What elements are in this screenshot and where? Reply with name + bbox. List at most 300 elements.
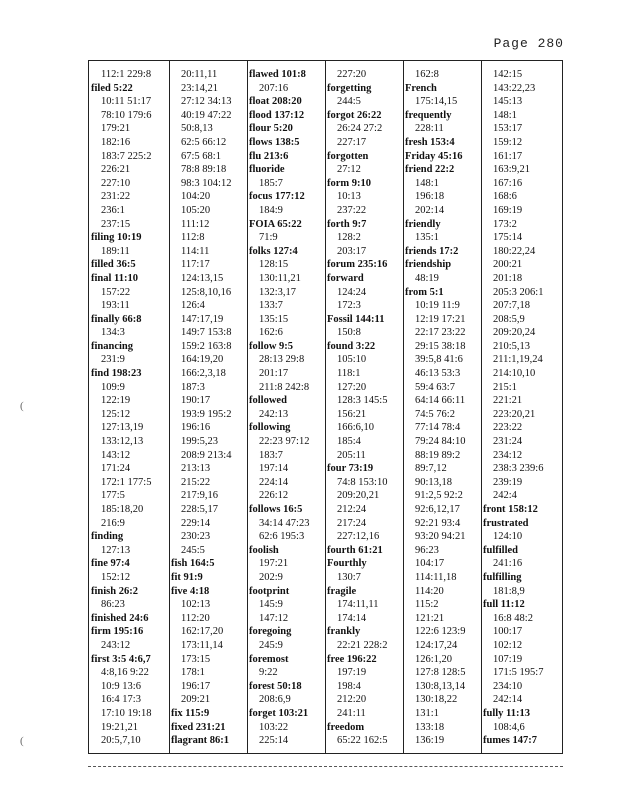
index-heading: flour 5:20 <box>249 123 293 135</box>
index-reference: 148:1 <box>493 109 517 121</box>
index-reference: 62:6 195:3 <box>259 531 305 543</box>
index-reference: 159:12 <box>493 136 523 148</box>
index-heading: fixed 231:21 <box>171 721 226 733</box>
index-reference: 40:19 47:22 <box>181 109 232 121</box>
index-heading: full 11:12 <box>483 599 525 611</box>
index-reference: 77:14 78:4 <box>415 422 461 434</box>
index-reference: 67:5 68:1 <box>181 150 221 162</box>
index-reference: 216:9 <box>101 517 125 529</box>
index-reference: 152:12 <box>101 571 131 583</box>
page-number: Page 280 <box>493 36 564 51</box>
index-reference: 127:13,19 <box>101 422 144 434</box>
index-reference: 128:3 145:5 <box>337 395 388 407</box>
index-reference: 209:20,21 <box>337 490 380 502</box>
index-reference: 78:8 89:18 <box>181 164 227 176</box>
index-column-5 <box>403 68 481 753</box>
index-reference: 198:4 <box>337 680 361 692</box>
index-heading: fish 164:5 <box>171 558 215 570</box>
index-heading: filled 36:5 <box>91 259 136 271</box>
index-reference: 156:21 <box>337 408 367 420</box>
index-heading: follow 9:5 <box>249 340 294 352</box>
index-reference: 10:11 51:17 <box>101 96 152 108</box>
index-heading: fumes 147:7 <box>483 735 537 747</box>
index-heading: footprint <box>249 585 290 597</box>
index-reference: 241:16 <box>493 558 523 570</box>
index-heading: flu 213:6 <box>249 150 289 162</box>
index-reference: 184:9 <box>259 204 283 216</box>
index-reference: 193:9 195:2 <box>181 408 232 420</box>
index-reference: 135:15 <box>259 313 289 325</box>
index-reference: 128:15 <box>259 259 289 271</box>
index-reference: 197:14 <box>259 463 289 475</box>
index-reference: 132:3,17 <box>259 286 297 298</box>
index-reference: 48:19 <box>415 272 439 284</box>
index-heading: free 196:22 <box>327 653 377 665</box>
index-reference: 143:22,23 <box>493 82 536 94</box>
index-reference: 200:21 <box>493 259 523 271</box>
index-reference: 242:14 <box>493 694 523 706</box>
index-reference: 20:5,7,10 <box>101 735 141 747</box>
index-reference: 115:2 <box>415 599 439 611</box>
index-reference: 214:10,10 <box>493 368 536 380</box>
index-reference: 159:2 163:8 <box>181 340 232 352</box>
index-heading: front 158:12 <box>483 504 538 515</box>
index-reference: 231:9 <box>101 354 125 366</box>
index-reference: 169:19 <box>493 204 523 216</box>
index-reference: 17:10 19:18 <box>101 707 152 719</box>
index-reference: 174:11,11 <box>337 599 379 611</box>
index-heading: friend 22:2 <box>405 164 455 176</box>
index-reference: 65:22 162:5 <box>337 735 388 747</box>
index-reference: 92:21 93:4 <box>415 517 461 529</box>
index-reference: 223:22 <box>493 422 523 434</box>
index-heading: frustrated <box>483 517 529 529</box>
index-reference: 22:23 97:12 <box>259 436 310 448</box>
index-heading: filed 5:22 <box>91 82 133 94</box>
footer-rule <box>88 766 563 767</box>
index-reference: 161:17 <box>493 150 523 162</box>
index-reference: 172:1 177:5 <box>101 476 152 488</box>
index-reference: 89:7,12 <box>415 463 447 475</box>
index-reference: 102:13 <box>181 599 211 611</box>
index-reference: 242:13 <box>259 408 289 420</box>
index-reference: 145:13 <box>493 96 523 108</box>
index-reference: 196:17 <box>181 680 211 692</box>
index-heading: financing <box>91 340 134 352</box>
index-reference: 112:8 <box>181 232 205 244</box>
index-heading: four 73:19 <box>327 463 374 475</box>
index-reference: 183:7 <box>259 449 283 461</box>
index-reference: 237:15 <box>101 218 131 230</box>
index-reference: 74:8 153:10 <box>337 476 388 488</box>
index-reference: 112:20 <box>181 612 210 624</box>
index-reference: 22:17 23:22 <box>415 327 466 339</box>
index-heading: foremost <box>249 653 289 665</box>
index-heading: forest 50:18 <box>249 680 302 692</box>
index-reference: 135:1 <box>415 232 439 244</box>
index-reference: 231:24 <box>493 436 523 448</box>
index-heading: firm 195:16 <box>91 626 144 638</box>
index-heading: flows 138:5 <box>249 136 300 148</box>
index-reference: 207:16 <box>259 82 289 94</box>
margin-punch-mark: ( <box>20 400 24 412</box>
index-heading: finished 24:6 <box>91 612 149 624</box>
index-reference: 128:2 <box>337 232 361 244</box>
index-reference: 207:7,18 <box>493 300 531 312</box>
index-heading: following <box>249 422 291 434</box>
index-heading: flawed 101:8 <box>249 69 306 80</box>
index-reference: 125:8,10,16 <box>181 286 232 298</box>
index-heading: from 5:1 <box>405 286 444 298</box>
index-reference: 103:22 <box>259 721 289 733</box>
index-reference: 242:4 <box>493 490 517 502</box>
index-reference: 208:9 213:4 <box>181 449 232 461</box>
index-reference: 130:18,22 <box>415 694 458 706</box>
index-reference: 88:19 89:2 <box>415 449 461 461</box>
index-reference: 211:1,19,24 <box>493 354 543 366</box>
index-reference: 27:12 <box>337 164 361 176</box>
index-reference: 185:4 <box>337 436 361 448</box>
index-reference: 16:4 17:3 <box>101 694 141 706</box>
index-reference: 109:9 <box>101 381 125 393</box>
index-reference: 196:16 <box>181 422 211 434</box>
index-reference: 126:1,20 <box>415 653 453 665</box>
index-reference: 127:8 128:5 <box>415 667 466 679</box>
index-heading: fulfilling <box>483 571 522 583</box>
index-reference: 92:6,12,17 <box>415 504 460 515</box>
index-reference: 127:13 <box>101 544 131 556</box>
index-reference: 172:3 <box>337 300 361 312</box>
index-heading: flagrant 86:1 <box>171 735 230 747</box>
index-reference: 196:18 <box>415 191 445 203</box>
index-reference: 209:21 <box>181 694 211 706</box>
index-reference: 227:12,16 <box>337 531 380 543</box>
index-reference: 212:24 <box>337 504 367 515</box>
index-heading: focus 177:12 <box>249 191 305 203</box>
index-reference: 93:20 94:21 <box>415 531 466 543</box>
index-reference: 96:23 <box>415 544 439 556</box>
index-reference: 78:10 179:6 <box>101 109 152 121</box>
index-heading: final 11:10 <box>91 272 138 284</box>
index-heading: flood 137:12 <box>249 109 305 121</box>
index-reference: 27:12 34:13 <box>181 96 232 108</box>
index-reference: 133:18 <box>415 721 445 733</box>
index-reference: 241:11 <box>337 707 366 719</box>
index-reference: 104:20 <box>181 191 211 203</box>
index-table <box>88 60 563 754</box>
index-heading: forget 103:21 <box>249 707 309 719</box>
index-reference: 199:5,23 <box>181 436 219 448</box>
index-reference: 150:8 <box>337 327 361 339</box>
index-reference: 181:8,9 <box>493 585 525 597</box>
index-reference: 245:5 <box>181 544 205 556</box>
index-reference: 208:6,9 <box>259 694 291 706</box>
index-reference: 10:9 13:6 <box>101 680 141 692</box>
index-reference: 34:14 47:23 <box>259 517 310 529</box>
index-reference: 212:20 <box>337 694 367 706</box>
index-heading: fine 97:4 <box>91 558 130 570</box>
index-reference: 22:21 228:2 <box>337 639 388 651</box>
index-reference: 133:12,13 <box>101 436 144 448</box>
index-reference: 180:22,24 <box>493 245 536 257</box>
index-reference: 131:1 <box>415 707 439 719</box>
index-reference: 104:17 <box>415 558 445 570</box>
index-reference: 133:7 <box>259 300 283 312</box>
index-reference: 39:5,8 41:6 <box>415 354 463 366</box>
index-reference: 185:18,20 <box>101 504 144 515</box>
index-heading: friendly <box>405 218 441 230</box>
index-heading: forward <box>327 272 364 284</box>
index-heading: Friday 45:16 <box>405 150 463 162</box>
index-reference: 228:11 <box>415 123 444 135</box>
index-reference: 211:8 242:8 <box>259 381 310 393</box>
index-heading: forth 9:7 <box>327 218 367 230</box>
index-reference: 59:4 63:7 <box>415 381 455 393</box>
index-column-1 <box>89 68 169 753</box>
index-heading: fluoride <box>249 164 285 176</box>
index-column-4 <box>325 68 403 753</box>
index-heading: frequently <box>405 109 452 121</box>
index-reference: 114:20 <box>415 585 444 597</box>
index-reference: 122:6 123:9 <box>415 626 466 638</box>
index-reference: 100:17 <box>493 626 523 638</box>
index-reference: 114:11,18 <box>415 571 457 583</box>
index-heading: folks 127:4 <box>249 245 298 257</box>
index-column-2 <box>169 68 247 753</box>
index-reference: 173:2 <box>493 218 517 230</box>
index-reference: 105:20 <box>181 204 211 216</box>
index-heading: forum 235:16 <box>327 259 388 271</box>
index-reference: 127:20 <box>337 381 367 393</box>
index-heading: followed <box>249 395 287 407</box>
index-reference: 205:11 <box>337 449 366 461</box>
index-reference: 12:19 17:21 <box>415 313 466 325</box>
index-reference: 168:6 <box>493 191 517 203</box>
index-reference: 166:6,10 <box>337 422 375 434</box>
index-reference: 124:24 <box>337 286 367 298</box>
index-heading: foolish <box>249 544 279 556</box>
index-reference: 217:9,16 <box>181 490 219 502</box>
index-reference: 142:15 <box>493 69 523 80</box>
index-reference: 79:24 84:10 <box>415 436 466 448</box>
index-reference: 173:15 <box>181 653 211 665</box>
index-reference: 193:11 <box>101 300 130 312</box>
index-heading: finish 26:2 <box>91 585 138 597</box>
index-reference: 213:13 <box>181 463 211 475</box>
index-heading: frankly <box>327 626 361 638</box>
index-reference: 228:5,17 <box>181 504 219 515</box>
index-reference: 162:17,20 <box>181 626 224 638</box>
index-reference: 105:10 <box>337 354 367 366</box>
index-reference: 189:11 <box>101 245 130 257</box>
index-reference: 162:6 <box>259 327 283 339</box>
index-reference: 147:12 <box>259 612 289 624</box>
index-reference: 153:17 <box>493 123 523 135</box>
index-reference: 224:14 <box>259 476 289 488</box>
index-reference: 130:7 <box>337 571 361 583</box>
index-reference: 112:1 229:8 <box>101 69 152 80</box>
index-reference: 118:1 <box>337 368 361 380</box>
index-heading: freedom <box>327 721 365 733</box>
index-reference: 130:11,21 <box>259 272 301 284</box>
index-reference: 148:1 <box>415 177 439 189</box>
index-reference: 208:5,9 <box>493 313 525 325</box>
index-heading: Fourthly <box>327 558 367 570</box>
index-reference: 46:13 53:3 <box>415 368 461 380</box>
index-heading: find 198:23 <box>91 368 142 380</box>
index-reference: 171:24 <box>101 463 131 475</box>
index-reference: 229:14 <box>181 517 211 529</box>
index-reference: 4:8,16 9:22 <box>101 667 149 679</box>
index-heading: fix 115:9 <box>171 707 210 719</box>
index-heading: found 3:22 <box>327 340 376 352</box>
index-reference: 108:4,6 <box>493 721 525 733</box>
index-reference: 117:17 <box>181 259 210 271</box>
index-reference: 111:12 <box>181 218 210 230</box>
index-heading: follows 16:5 <box>249 504 303 515</box>
index-heading: fragile <box>327 585 357 597</box>
index-reference: 174:14 <box>337 612 367 624</box>
index-reference: 209:20,24 <box>493 327 536 339</box>
index-reference: 210:5,13 <box>493 340 531 352</box>
index-reference: 202:9 <box>259 571 283 583</box>
index-reference: 227:20 <box>337 69 367 80</box>
index-reference: 90:13,18 <box>415 476 453 488</box>
index-reference: 179:21 <box>101 123 131 135</box>
index-reference: 201:17 <box>259 368 289 380</box>
index-reference: 190:17 <box>181 395 211 407</box>
index-reference: 201:18 <box>493 272 523 284</box>
index-reference: 102:12 <box>493 639 523 651</box>
index-reference: 19:21,21 <box>101 721 139 733</box>
index-reference: 134:3 <box>101 327 125 339</box>
index-reference: 223:20,21 <box>493 408 536 420</box>
index-reference: 178:1 <box>181 667 205 679</box>
index-reference: 175:14 <box>493 232 523 244</box>
index-reference: 71:9 <box>259 232 278 244</box>
index-reference: 10:19 11:9 <box>415 300 460 312</box>
index-reference: 173:11,14 <box>181 639 223 651</box>
index-reference: 183:7 225:2 <box>101 150 152 162</box>
index-heading: Fossil 144:11 <box>327 313 385 325</box>
index-reference: 26:24 27:2 <box>337 123 383 135</box>
index-reference: 205:3 206:1 <box>493 286 544 298</box>
index-reference: 187:3 <box>181 381 205 393</box>
index-heading: fresh 153:4 <box>405 136 455 148</box>
index-reference: 166:2,3,18 <box>181 368 226 380</box>
index-reference: 227:10 <box>101 177 131 189</box>
index-heading: forgetting <box>327 82 372 94</box>
index-reference: 62:5 66:12 <box>181 136 227 148</box>
index-reference: 237:22 <box>337 204 367 216</box>
index-heading: float 208:20 <box>249 96 302 108</box>
index-reference: 226:12 <box>259 490 289 502</box>
index-reference: 10:13 <box>337 191 361 203</box>
index-reference: 149:7 153:8 <box>181 327 232 339</box>
index-heading: forgotten <box>327 150 369 162</box>
index-reference: 238:3 239:6 <box>493 463 544 475</box>
index-reference: 227:17 <box>337 136 367 148</box>
index-reference: 177:5 <box>101 490 125 502</box>
index-reference: 124:13,15 <box>181 272 224 284</box>
index-heading: forgot 26:22 <box>327 109 382 121</box>
index-heading: friends 17:2 <box>405 245 459 257</box>
index-heading: finally 66:8 <box>91 313 142 325</box>
index-heading: fourth 61:21 <box>327 544 383 556</box>
index-reference: 197:19 <box>337 667 367 679</box>
index-reference: 91:2,5 92:2 <box>415 490 463 502</box>
index-heading: fit 91:9 <box>171 571 203 583</box>
index-reference: 122:19 <box>101 395 131 407</box>
index-reference: 147:17,19 <box>181 313 224 325</box>
index-reference: 167:16 <box>493 177 523 189</box>
index-reference: 244:5 <box>337 96 361 108</box>
index-heading: fully 11:13 <box>483 707 530 719</box>
index-reference: 9:22 <box>259 667 278 679</box>
index-heading: FOIA 65:22 <box>249 218 302 230</box>
index-reference: 236:1 <box>101 204 125 216</box>
index-reference: 28:13 29:8 <box>259 354 305 366</box>
index-reference: 157:22 <box>101 286 131 298</box>
index-reference: 125:12 <box>101 408 131 420</box>
index-reference: 29:15 38:18 <box>415 340 466 352</box>
index-reference: 16:8 48:2 <box>493 612 533 624</box>
index-reference: 145:9 <box>259 599 283 611</box>
index-reference: 234:12 <box>493 449 523 461</box>
index-reference: 217:24 <box>337 517 367 529</box>
index-reference: 225:14 <box>259 735 289 747</box>
index-reference: 182:16 <box>101 136 131 148</box>
index-reference: 98:3 104:12 <box>181 177 232 189</box>
index-reference: 239:19 <box>493 476 523 488</box>
index-heading: friendship <box>405 259 452 271</box>
index-column-3 <box>247 68 325 753</box>
index-reference: 171:5 195:7 <box>493 667 544 679</box>
index-reference: 215:22 <box>181 476 211 488</box>
index-reference: 143:12 <box>101 449 131 461</box>
index-reference: 215:1 <box>493 381 517 393</box>
index-reference: 126:4 <box>181 300 205 312</box>
margin-punch-mark: ( <box>20 735 24 747</box>
index-reference: 74:5 76:2 <box>415 408 455 420</box>
index-reference: 64:14 66:11 <box>415 395 466 407</box>
index-reference: 164:19,20 <box>181 354 224 366</box>
index-reference: 86:23 <box>101 599 125 611</box>
index-heading: five 4:18 <box>171 585 210 597</box>
index-reference: 124:17,24 <box>415 639 458 651</box>
index-heading: French <box>405 82 437 94</box>
index-reference: 203:17 <box>337 245 367 257</box>
index-reference: 230:23 <box>181 531 211 543</box>
index-heading: finding <box>91 531 124 543</box>
index-reference: 23:14,21 <box>181 82 219 94</box>
index-reference: 245:9 <box>259 639 283 651</box>
index-heading: form 9:10 <box>327 177 372 189</box>
index-reference: 234:10 <box>493 680 523 692</box>
index-reference: 175:14,15 <box>415 96 458 108</box>
index-reference: 107:19 <box>493 653 523 665</box>
index-reference: 20:11,11 <box>181 69 218 80</box>
index-reference: 185:7 <box>259 177 283 189</box>
index-reference: 202:14 <box>415 204 445 216</box>
index-reference: 136:19 <box>415 735 445 747</box>
index-reference: 114:11 <box>181 245 210 257</box>
index-heading: foregoing <box>249 626 292 638</box>
index-heading: first 3:5 4:6,7 <box>91 653 151 665</box>
index-reference: 50:8,13 <box>181 123 213 135</box>
index-reference: 121:21 <box>415 612 445 624</box>
index-reference: 231:22 <box>101 191 131 203</box>
